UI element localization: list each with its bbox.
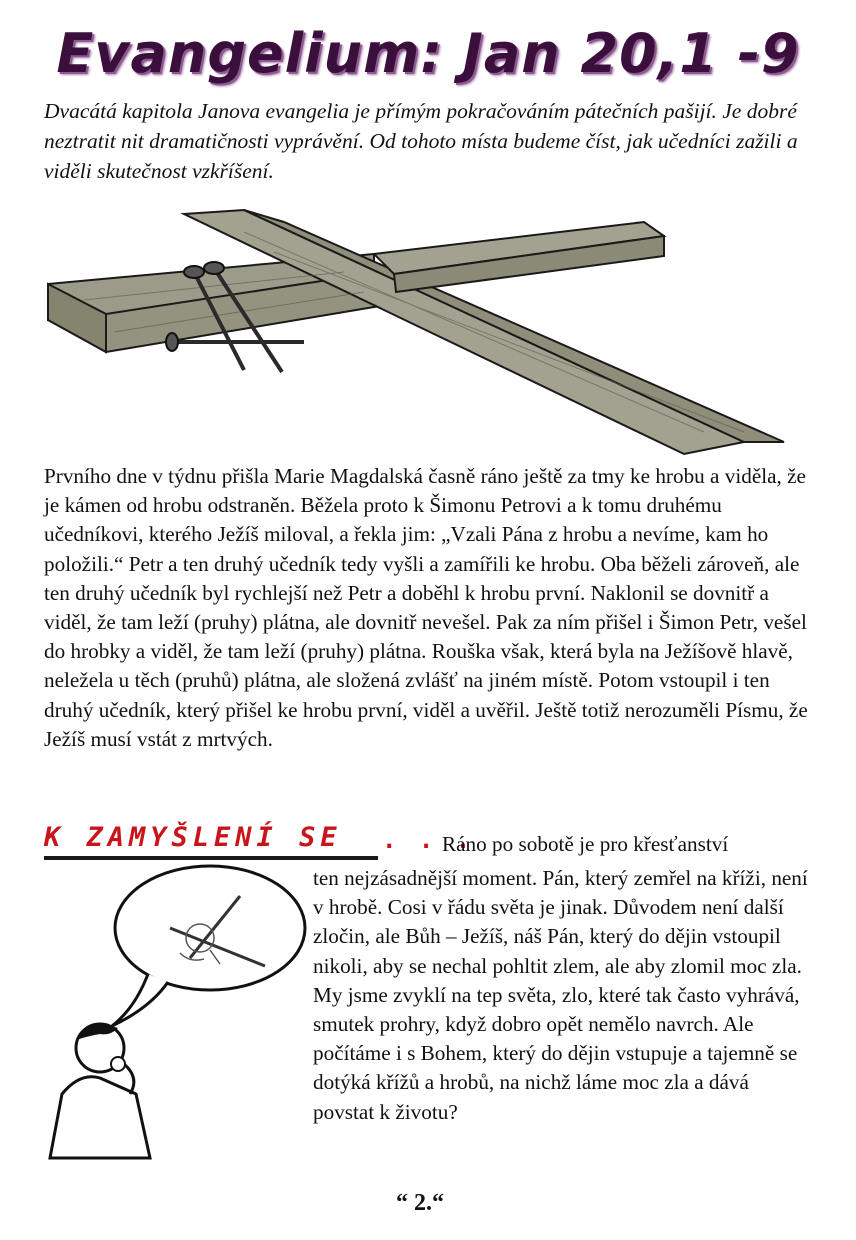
section-heading: K ZAMYŠLENÍ SE [44, 822, 342, 853]
page-title: Evangelium: Jan 20,1 -9 [56, 22, 800, 85]
reflection-first-line: Ráno po sobotě je pro křesťanství [442, 832, 729, 856]
gospel-text: Prvního dne v týdnu přišla Marie Magdalská časně ráno ještě za tmy ke hrobu a viděla, že je kámen od hrobu odstraněn. Běžela proto k Šimonu Petrovi a k tomu druhému učedníkovi, kterého Ježíš miloval, a řekla jim: „Vzali Pána z hrobu a nevíme, kam ho položili.“ Petr a ten druhý učedník tedy vyšli a zamířili ke hrobu. Oba běželi zároveň, ale ten druhý učedník byl rychlejší než Petr a doběhl k hrobu první. Naklonil se dovnitř a viděl, že tam leží (pruhy) plátna, ale dovnitř nevešel. Pak za ním přišel i Šimon Petr, vešel do hrobky a viděl, že tam leží (pruhy) plátna. Rouška však, která byla na Ježíšově hlavě, neležela u těch (pruhů) plátna, ale složená zvlášť na jiném místě. Potom vstoupil i ten druhý učedník, který přišel ke hrobu první, viděl a uvěřil. Ještě totiž nerozuměli Písmu, že Ježíš musí vstát z mrtvých. [44, 464, 808, 751]
thinking-person-illustration [40, 858, 310, 1168]
page-number: “ 2.“ [396, 1190, 444, 1216]
reflection-text: ten nejzásadnější moment. Pán, který zemřel na kříži, není v hrobě. Cosi v řádu světa je jinak. Důvodem není další zločin, ale Bůh – Ježíš, náš Pán, který do dějin vstoupil nikoli, aby se nechal pohltit zlem, ale aby zlomil moc zla. My jsme zvyklí na tep světa, zlo, které tak často vyhrává, smutek prohry, když dobro opět nemělo navrch. Ale počítáme i s Bohem, který do dějin vstupuje a tajemně se dotýká křížů a hrobů, na nichž láme moc zla a dává povstat k životu? [313, 866, 808, 1124]
cross-illustration [44, 192, 798, 460]
intro-paragraph: Dvacátá kapitola Janova evangelia je přímým pokračováním pátečních pašijí. Je dobré neztratit nit dramatičnosti vyprávění. Od tohoto místa budeme číst, jak učedníci zažili a viděli skutečnost vzkříšení. [44, 99, 798, 183]
heading-ellipsis: . . . [382, 826, 475, 854]
